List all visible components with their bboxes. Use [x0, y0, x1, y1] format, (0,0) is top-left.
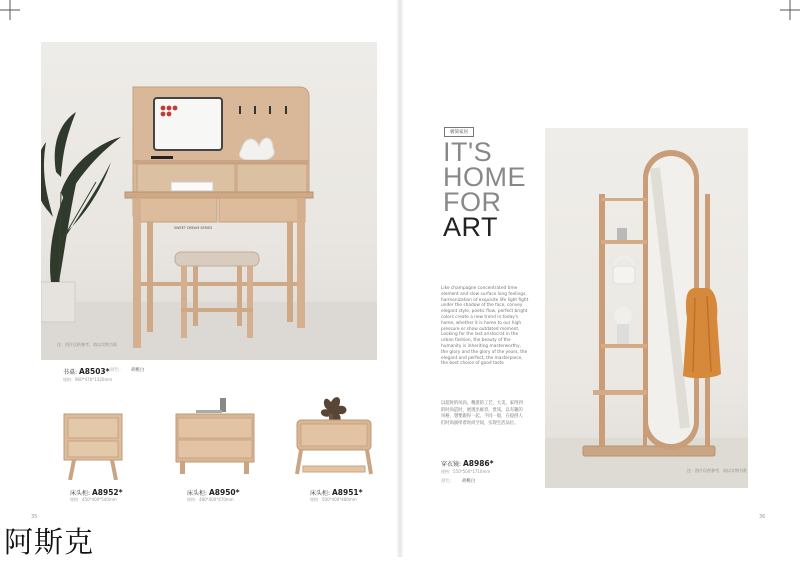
nightstand-3-code: A8951* [331, 488, 363, 497]
mirror-color-key: 颜色： [441, 479, 455, 484]
mirror-illustration [545, 128, 748, 488]
headline-line-3: FOR [443, 187, 502, 217]
crop-mark-top-right [770, 0, 800, 30]
mirror-photo-caption: 注：图片仅供参考，请以实物为准 [687, 468, 747, 473]
nightstand-3-spec: 规格：500*400*480mm [310, 497, 357, 502]
desk-hero-photo [41, 42, 377, 360]
left-page-number: 35 [31, 514, 38, 520]
desk-color [110, 367, 144, 373]
headline-line-4: ART [443, 212, 499, 242]
mirror-label: 穿衣镜: [441, 461, 462, 468]
right-page-number: 36 [759, 514, 766, 520]
desk-spec: 规格：960*470*1320mm [63, 377, 113, 382]
mirror-color-value: 胡桃白 [461, 479, 476, 484]
nightstand-1-label-text: 床头柜: [70, 490, 91, 497]
nightstand-1-image [58, 408, 130, 480]
desk-photo-caption: 注：图片仅供参考，请以实物为准 [57, 342, 117, 347]
nightstand-2-code: A8950* [208, 488, 240, 497]
left-page [0, 0, 398, 557]
headline-line-1: IT'S [443, 137, 493, 167]
desk-code: A8503* [78, 367, 110, 376]
nightstand-3-image [293, 392, 375, 482]
desk-label: 书桌: [63, 369, 78, 376]
series-tag: 极简家居 [444, 127, 474, 137]
mirror-hero-photo [545, 128, 748, 488]
mirror-product-label [441, 459, 494, 468]
nightstand-2-label [187, 488, 240, 497]
nightstand-1-code: A8952* [91, 488, 123, 497]
nightstand-1-spec: 规格：450*400*540mm [70, 497, 117, 502]
nightstand-2-image [170, 398, 260, 478]
nightstand-2-label-text: 床头柜: [187, 490, 208, 497]
mirror-spec: 规格：550*500*1710mm [441, 469, 491, 474]
desk-color-key: 颜色： [110, 368, 124, 373]
chinese-body-copy: 以超时的风尚，精湛的工艺，大美，家得到的时尚造时，展现出雍容，贵质，以有趣的风格，想要跟你一起，不同一般，在提供人们时尚演绎着时尚空间，实现生活品位。 [441, 401, 523, 426]
brand-name: 阿斯克 [4, 525, 95, 559]
mirror-color [441, 478, 475, 484]
desk-color-value: 胡桃白 [130, 368, 145, 373]
desk-illustration [41, 42, 377, 360]
crop-mark-top-left [0, 0, 30, 30]
english-body-copy: Like champagne concentrated time element and slow surface long feelings, harmonization of exquisite life light fight under the shadow of the face, convey elegant style, poetic flow, perfect bright colors create a new trend in today's home, whether it is home to our high pressure or show outdated moment. Looking for the last aristocrat in the urban fashion, the beauty of the humanity is inheriting masterworthy, the glory and the glory of the years, the elegant and perfect, the masterpiece, the best choice of good taste [441, 286, 529, 367]
desk-sign-text: SWEET DREAM SERIES [174, 226, 213, 230]
nightstand-1-label [70, 488, 123, 497]
book-gutter [396, 0, 404, 557]
mirror-code: A8986* [462, 459, 494, 468]
headline-line-2: HOME [443, 162, 526, 192]
desk-product-label [63, 367, 110, 376]
nightstand-2-spec: 规格：480*400*470mm [187, 497, 234, 502]
nightstand-3-label [310, 488, 363, 497]
headline [443, 137, 526, 242]
nightstand-3-label-text: 床头柜: [310, 490, 331, 497]
